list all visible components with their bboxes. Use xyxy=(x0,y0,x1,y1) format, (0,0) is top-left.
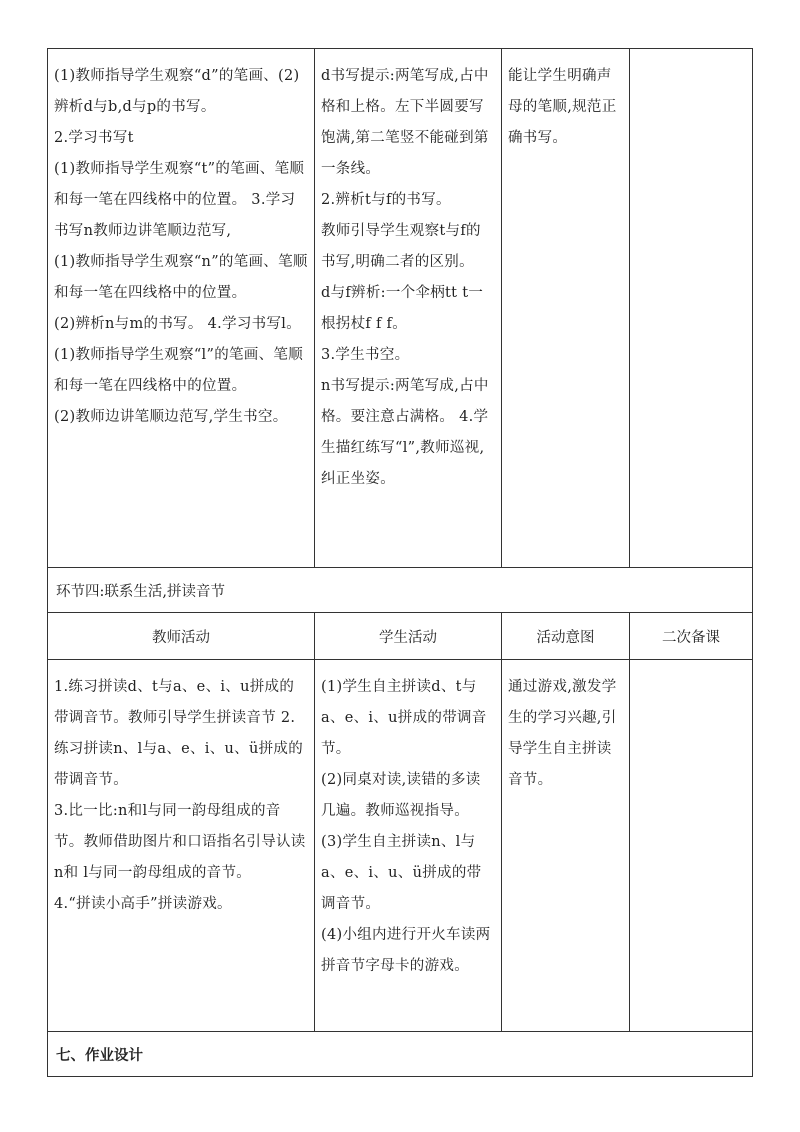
table-row xyxy=(48,660,753,1032)
intent-cell xyxy=(502,660,630,1032)
header-intent: 活动意图 xyxy=(502,613,630,660)
intent-cell xyxy=(502,49,630,568)
paragraph: 教师引导学生观察t与f的书写,明确二者的区别。 xyxy=(321,223,481,270)
paragraph: 4.“拼读小高手”拼读游戏。 xyxy=(54,896,232,912)
paragraph: (1)教师指导学生观察“n”的笔画、笔顺和每一笔在四线格中的位置。 xyxy=(54,254,308,301)
paragraph: 3.比一比:n和l与同一韵母组成的音节。教师借助图片和口语指名引导认读n和 l与同一韵母组成的音节。 xyxy=(54,803,306,881)
paragraph: (3)学生自主拼读n、l与a、e、i、u、ü拼成的带调音节。 xyxy=(321,834,482,912)
prep-cell xyxy=(630,49,753,568)
teacher-activity-cell xyxy=(48,660,315,1032)
teacher-activity-cell xyxy=(48,49,315,568)
paragraph: (1)教师指导学生观察“d”的笔画、(2)辨析d与b,d与p的书写。 xyxy=(54,68,300,115)
paragraph: 1.练习拼读d、t与a、e、i、u拼成的带调音节。教师引导学生拼读音节 2.练习拼读n、l与a、e、i、u、ü拼成的带调音节。 xyxy=(54,679,304,788)
paragraph: d书写提示:两笔写成,占中格和上格。左下半圆要写饱满,第二笔竖不能碰到第 一条线。 xyxy=(321,68,489,177)
table-row xyxy=(48,568,753,613)
paragraph: (2)辨析n与m的书写。 4.学习书写l。 xyxy=(54,316,302,332)
lesson-plan-table xyxy=(47,48,753,1077)
paragraph: (1)学生自主拼读d、t与a、e、i、u拼成的带调音节。 xyxy=(321,679,487,757)
table-row xyxy=(48,49,753,568)
student-activity-cell xyxy=(315,49,502,568)
prep-cell xyxy=(630,660,753,1032)
header-student: 学生活动 xyxy=(315,613,502,660)
table-row xyxy=(48,1032,753,1077)
section-title: 环节四:联系生活,拼读音节 xyxy=(48,568,753,613)
paragraph: (4)小组内进行开火车读两拼音节字母卡的游戏。 xyxy=(321,927,491,974)
paragraph: 3.学生书空。 xyxy=(321,347,410,363)
paragraph: n书写提示:两笔写成,占中格。要注意占满格。 4.学生描红练写“l”,教师巡视,纠正坐姿。 xyxy=(321,378,489,487)
student-activity-cell xyxy=(315,660,502,1032)
section-title: 七、作业设计 xyxy=(48,1032,753,1077)
paragraph: 2.辨析t与f的书写。 xyxy=(321,192,451,208)
header-teacher: 教师活动 xyxy=(48,613,315,660)
paragraph: (2)同桌对读,读错的多读几遍。教师巡视指导。 xyxy=(321,772,481,819)
header-prep: 二次备课 xyxy=(630,613,753,660)
paragraph: 能让学生明确声母的笔顺,规范正确书写。 xyxy=(508,68,617,146)
paragraph: d与f辨析:一个伞柄tt t一根拐杖f f f。 xyxy=(321,285,484,332)
paragraph: (1)教师指导学生观察“l”的笔画、笔顺和每一笔在四线格中的位置。 xyxy=(54,347,304,394)
paragraph: 2.学习书写t xyxy=(54,130,134,146)
paragraph: (1)教师指导学生观察“t”的笔画、笔顺和每一笔在四线格中的位置。 3.学习书写n教师边讲笔顺边范写, xyxy=(54,161,305,239)
paragraph: (2)教师边讲笔顺边范写,学生书空。 xyxy=(54,409,288,425)
table-header-row xyxy=(48,613,753,660)
paragraph: 通过游戏,激发学生的学习兴趣,引导学生自主拼读音节。 xyxy=(508,679,617,788)
